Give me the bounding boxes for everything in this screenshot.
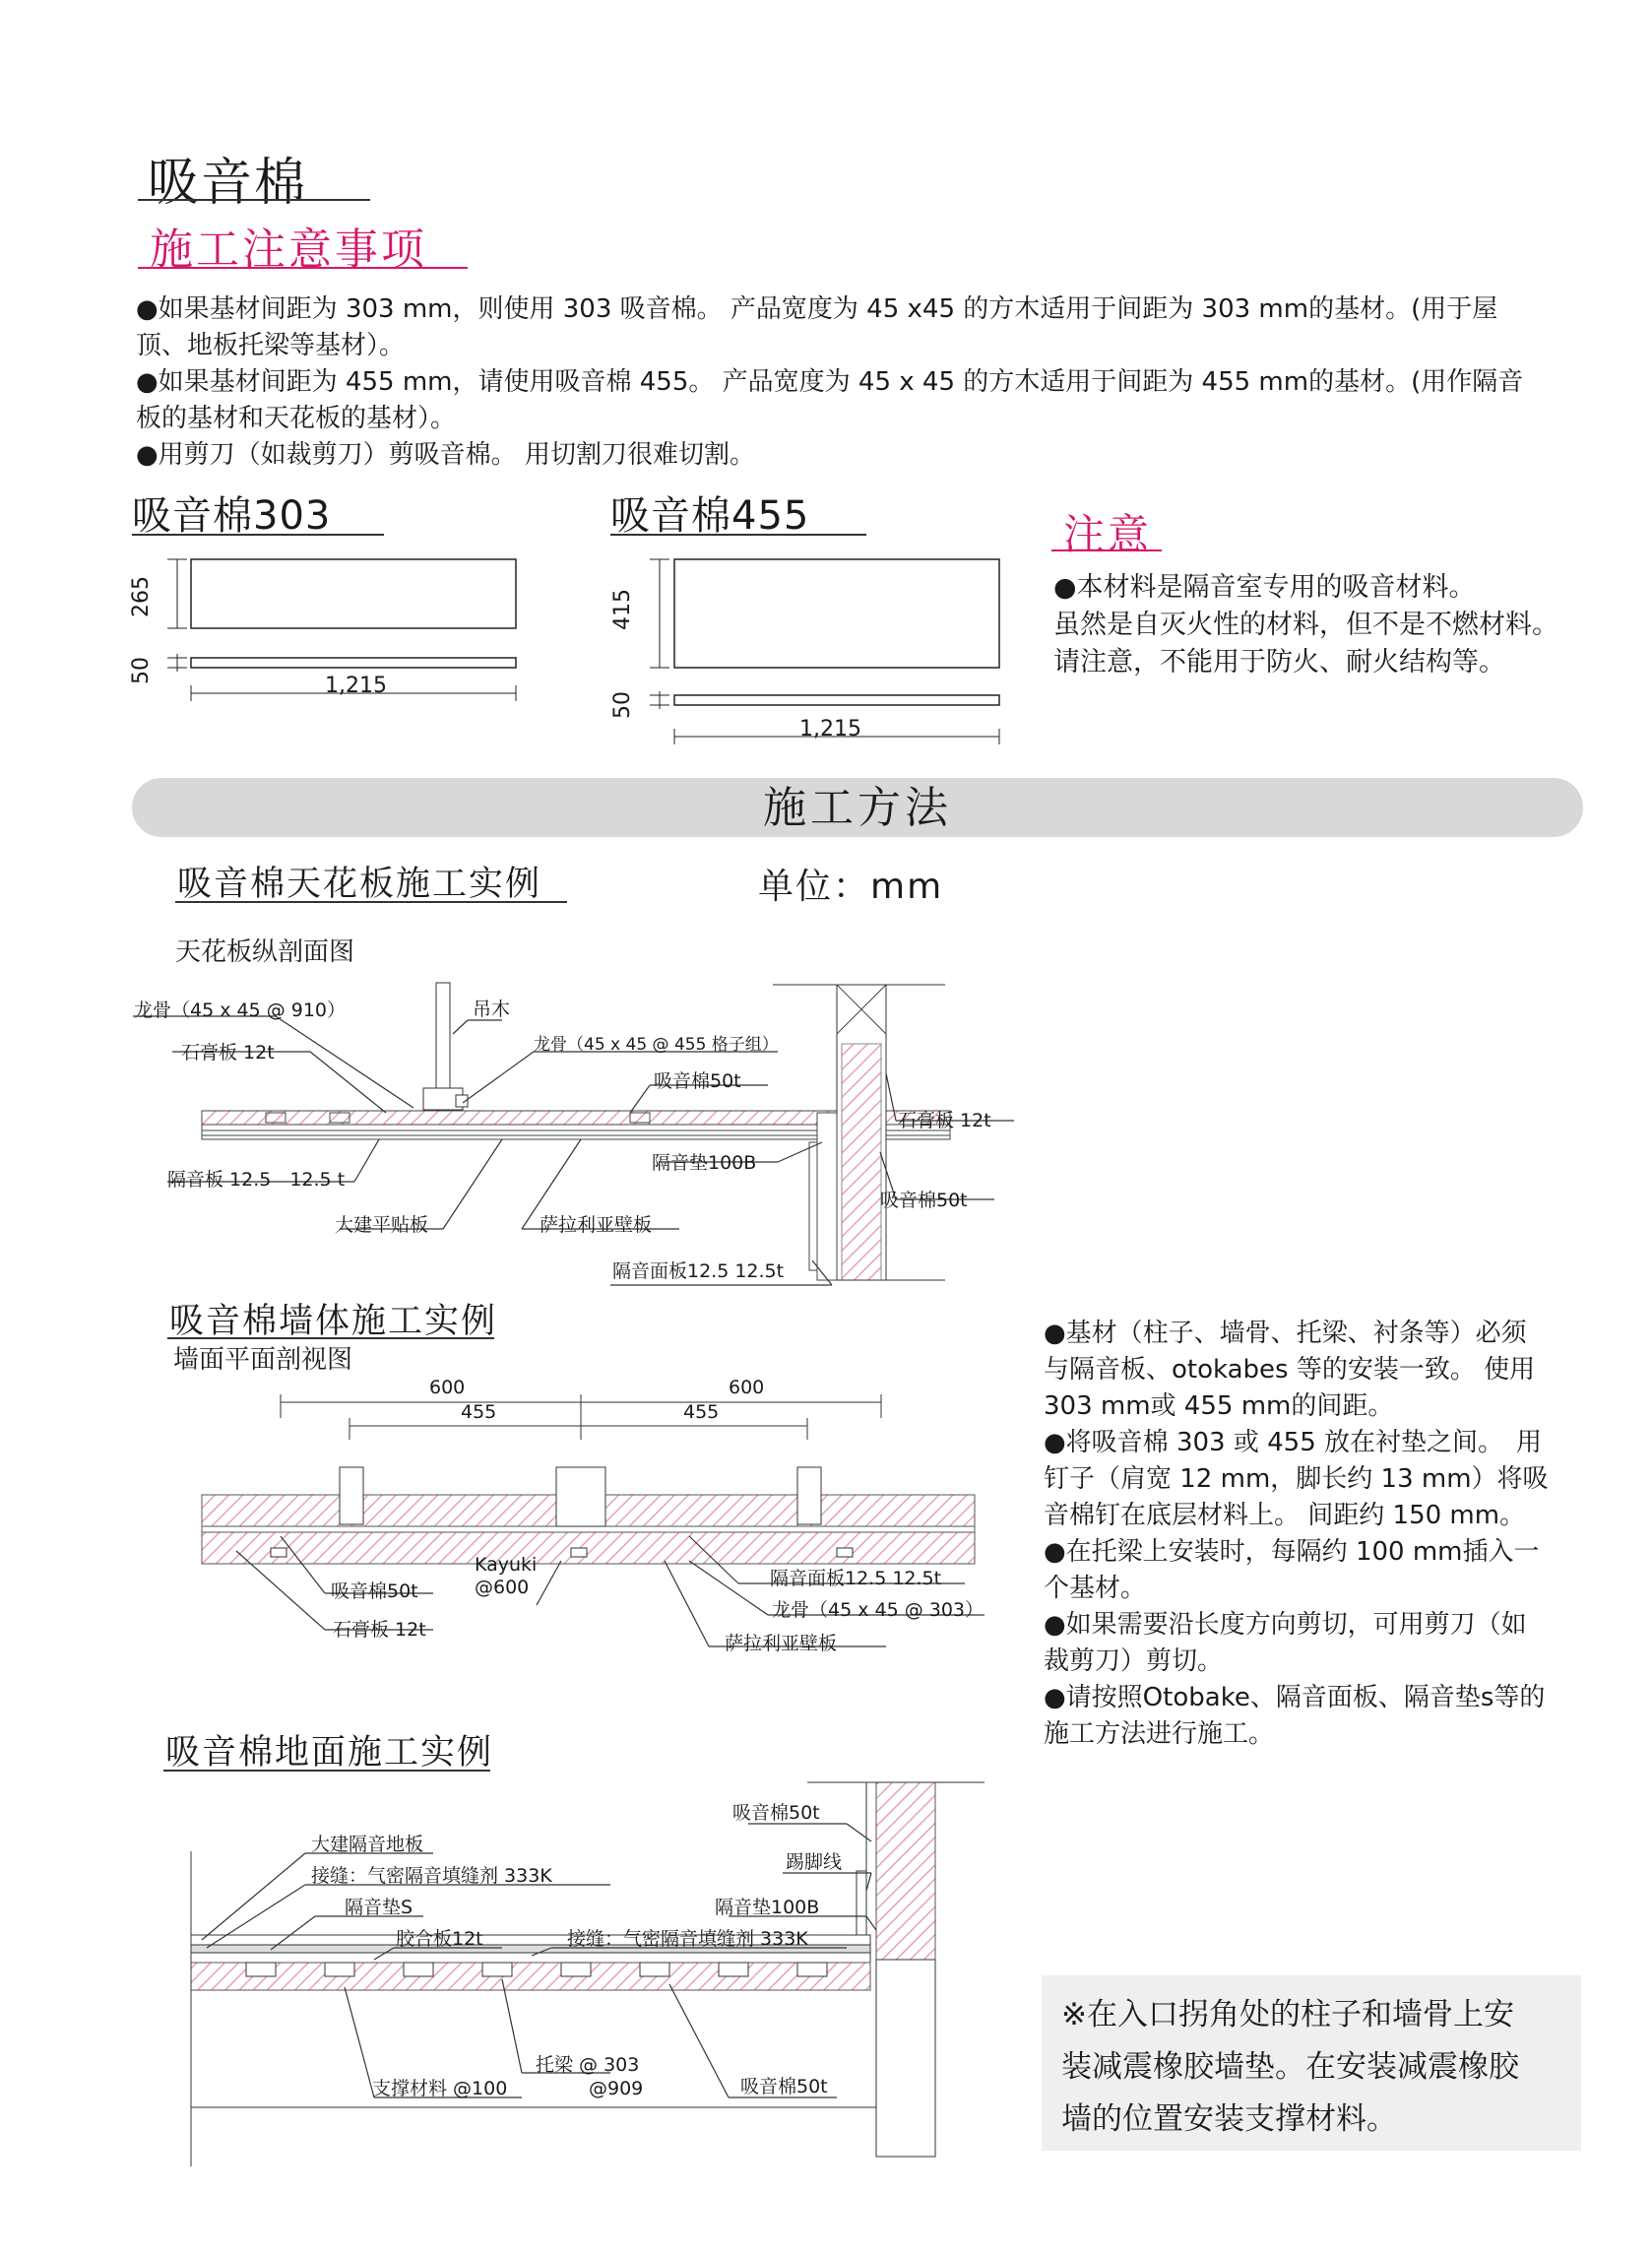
floor-label-daiken: 大建隔音地板 <box>311 1834 424 1855</box>
floor-diagram <box>177 1773 1004 2166</box>
note-line-5: 钉子（肩宽 12 mm，脚长约 13 mm）将吸 <box>1044 1464 1549 1494</box>
wall-diagram <box>177 1379 1004 1674</box>
note-line-6: 音棉钉在底层材料上。 间距约 150 mm。 <box>1044 1501 1526 1530</box>
corner-note-line-2: 装减震橡胶墙垫。在安装减震橡胶 <box>1061 2049 1519 2085</box>
method-title: 施工方法 <box>763 783 952 833</box>
method-band <box>132 778 1583 837</box>
note-line-7: ●在托梁上安装时，每隔约 100 mm插入一 <box>1044 1537 1540 1567</box>
title-underline <box>138 199 370 201</box>
floor-label-seam2: 接缝：气密隔音填缝剂 333K <box>567 1928 808 1950</box>
intro-line-5: ●用剪刀（如裁剪刀）剪吸音棉。 用切割刀很难切割。 <box>136 440 755 470</box>
product-303-length: 1,215 <box>325 674 387 698</box>
page-subtitle: 施工注意事项 <box>150 225 427 275</box>
corner-note-text <box>1042 1975 1581 2146</box>
wall-title: 吸音棉墙体施工实例 <box>169 1302 498 1341</box>
wall-label-joist: 龙骨（45 x 45 @ 303） <box>772 1599 985 1621</box>
ceiling-label-pad: 隔音垫100B <box>652 1152 757 1174</box>
floor-label-pad-b: 隔音垫100B <box>715 1897 820 1918</box>
intro-line-2: 顶、地板托梁等基材）。 <box>136 331 406 360</box>
wall-dim-455-right: 455 <box>683 1401 720 1423</box>
ceiling-title: 吸音棉天花板施工实例 <box>177 865 542 904</box>
ceiling-diagram <box>128 975 1034 1290</box>
product-455-underline <box>610 534 866 536</box>
wall-dim-600-left: 600 <box>429 1377 466 1398</box>
floor-label-wool-bottom: 吸音棉50t <box>740 2076 828 2097</box>
floor-title-underline <box>163 1770 490 1772</box>
wall-label-wool: 吸音棉50t <box>331 1580 418 1602</box>
caution-line-2: 虽然是自灭火性的材料，但不是不燃材料。 <box>1053 610 1558 640</box>
ceiling-label-wool-right: 吸音棉50t <box>880 1190 968 1211</box>
floor-label-skirting: 踢脚线 <box>786 1851 843 1873</box>
corner-note-line-1: ※在入口拐角处的柱子和墙骨上安 <box>1061 1997 1514 2032</box>
note-line-4: ●将吸音棉 303 或 455 放在衬垫之间。 用 <box>1044 1428 1542 1457</box>
caution-title: 注意 <box>1063 510 1153 558</box>
floor-title: 吸音棉地面施工实例 <box>165 1733 494 1773</box>
wall-dim-455-left: 455 <box>461 1401 497 1423</box>
wall-label-kayuki-pitch: @600 <box>475 1577 530 1598</box>
unit-label: 单位：mm <box>758 867 944 907</box>
wall-label-saraya: 萨拉利亚壁板 <box>725 1633 838 1654</box>
ceiling-label-daiken: 大建平贴板 <box>335 1214 429 1236</box>
intro-line-1: ●如果基材间距为 303 mm，则使用 303 吸音棉。 产品宽度为 45 x45 的方木适用于间距为 303 mm的基材。(用于屋 <box>136 294 1498 324</box>
wall-label-kayuki: Kayuki <box>475 1554 538 1576</box>
floor-label-beam2: @909 <box>589 2078 644 2099</box>
note-line-2: 与隔音板、otokabes 等的安装一致。 使用 <box>1044 1355 1536 1385</box>
product-455-thickness: 50 <box>610 691 635 719</box>
intro-line-4: 板的基材和天花板的基材）。 <box>136 404 457 433</box>
corner-note-box <box>1042 1975 1581 2151</box>
intro-bullets <box>136 291 1583 474</box>
caution-text <box>1053 569 1605 681</box>
caution-line-1: ●本材料是隔音室专用的吸音材料。 <box>1053 572 1476 603</box>
ceiling-label-gypsum-right: 石膏板 12t <box>898 1110 991 1131</box>
ceiling-label-hanger: 吊木 <box>473 999 511 1020</box>
caution-underline <box>1051 549 1162 551</box>
product-303-title: 吸音棉303 <box>132 493 332 539</box>
intro-line-3: ●如果基材间距为 455 mm，请使用吸音棉 455。 产品宽度为 45 x 45 的方木适用于间距为 455 mm的基材。(用作隔音 <box>136 367 1524 397</box>
product-455-title: 吸音棉455 <box>610 493 810 539</box>
ceiling-label-gypsum: 石膏板 12t <box>181 1042 275 1064</box>
note-line-8: 个基材。 <box>1044 1574 1147 1603</box>
note-line-11: ●请按照Otobake、隔音面板、隔音垫s等的 <box>1044 1683 1546 1712</box>
wall-label-gypsum: 石膏板 12t <box>333 1619 426 1641</box>
ceiling-label-board: 隔音板 12.5 12.5 t <box>167 1169 346 1191</box>
note-line-12: 施工方法进行施工。 <box>1044 1719 1275 1749</box>
corner-note-line-3: 墙的位置安装支撑材料。 <box>1061 2101 1397 2137</box>
product-303-underline <box>132 534 384 536</box>
ceiling-label-wool: 吸音棉50t <box>654 1070 741 1092</box>
wall-subtitle: 墙面平面剖视图 <box>173 1345 353 1375</box>
page-title: 吸音棉 <box>148 154 308 213</box>
ceiling-title-underline <box>175 901 567 903</box>
note-line-9: ●如果需要沿长度方向剪切，可用剪刀（如 <box>1044 1610 1527 1640</box>
floor-label-seam: 接缝：气密隔音填缝剂 333K <box>311 1865 552 1887</box>
product-303-thickness: 50 <box>129 657 154 684</box>
wall-label-panel: 隔音面板12.5 12.5t <box>770 1568 942 1589</box>
construction-notes <box>1044 1316 1595 1753</box>
product-455-length: 1,215 <box>799 717 861 742</box>
floor-label-beam: 托梁 @ 303 <box>536 2054 640 2076</box>
note-line-10: 裁剪刀）剪切。 <box>1044 1646 1224 1676</box>
subtitle-underline <box>138 267 468 269</box>
ceiling-label-grid: 龙骨（45 x 45 @ 455 格子组） <box>534 1035 779 1055</box>
product-303-height: 265 <box>129 576 154 617</box>
floor-label-wool-top: 吸音棉50t <box>732 1802 820 1824</box>
floor-label-support: 支撑材料 @100 <box>372 2078 508 2099</box>
floor-label-pad-s: 隔音垫S <box>345 1897 413 1918</box>
note-line-1: ●基材（柱子、墙骨、托梁、衬条等）必须 <box>1044 1319 1527 1348</box>
ceiling-label-panel: 隔音面板12.5 12.5t <box>612 1260 785 1282</box>
note-line-3: 303 mm或 455 mm的间距。 <box>1044 1391 1394 1421</box>
caution-line-3: 请注意，不能用于防火、耐火结构等。 <box>1053 647 1505 677</box>
wall-dim-600-right: 600 <box>729 1377 765 1398</box>
floor-label-plywood: 胶合板12t <box>396 1928 483 1950</box>
ceiling-label-joist: 龙骨（45 x 45 @ 910） <box>134 1000 347 1021</box>
ceiling-subtitle: 天花板纵剖面图 <box>175 937 355 967</box>
ceiling-label-saraya: 萨拉利亚壁板 <box>540 1214 653 1236</box>
product-455-height: 415 <box>610 589 635 630</box>
